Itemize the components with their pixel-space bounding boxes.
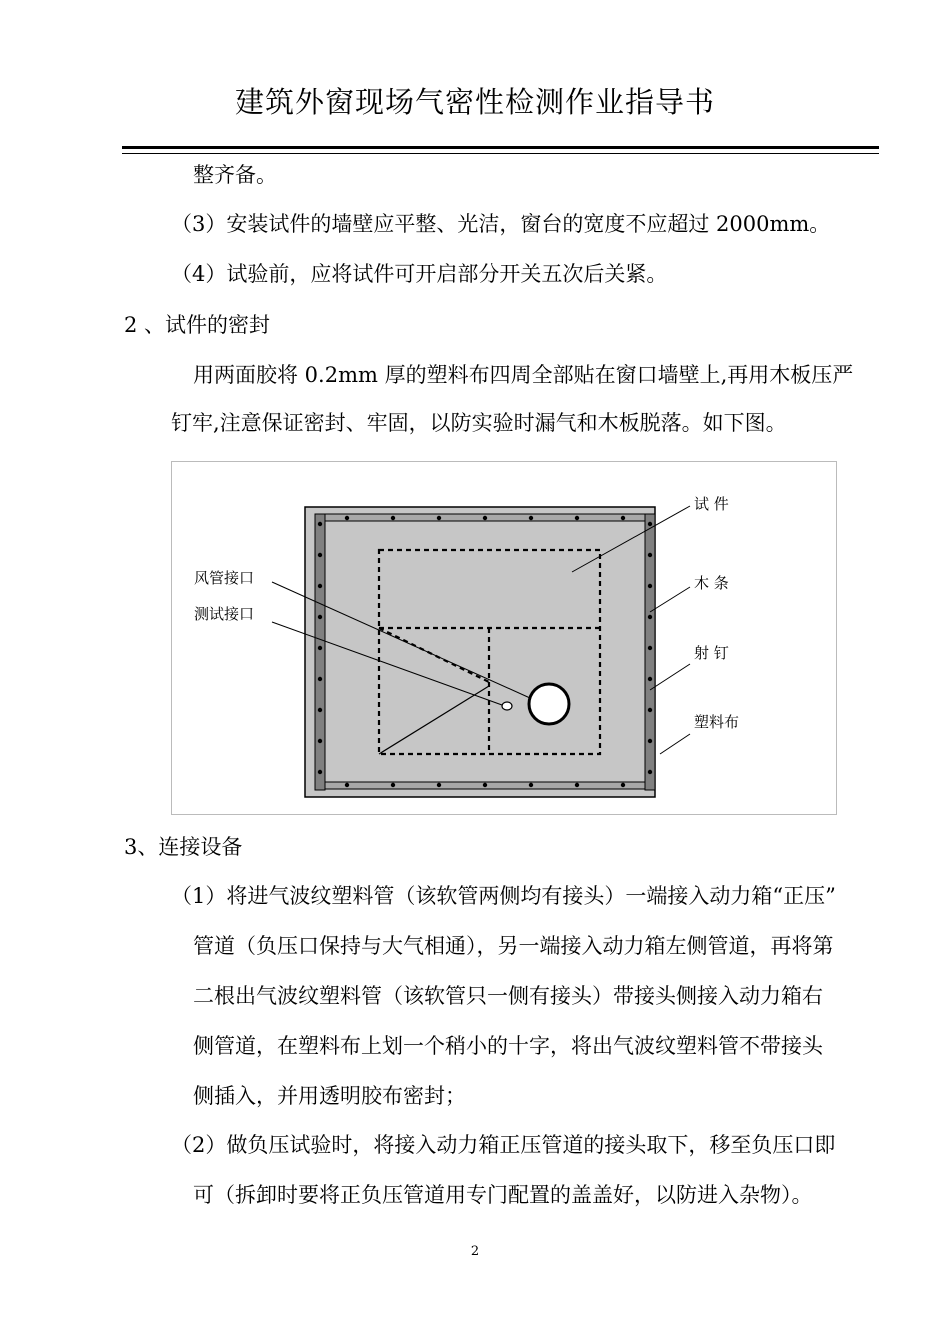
nail-dot xyxy=(648,646,652,650)
nail-dot xyxy=(648,708,652,712)
paragraph-connect-line2: 管道（负压口保持与大气相通），另一端接入动力箱左侧管道，再将第 xyxy=(193,934,834,958)
paragraph-sealing-line2: 钉牢,注意保证密封、牢固，以防实验时漏气和木板脱落。如下图。 xyxy=(171,411,787,435)
label-wood-strip: 木 条 xyxy=(694,574,729,592)
nail-dot xyxy=(318,522,322,526)
nail-dot xyxy=(318,615,322,619)
paragraph-item-4: （4）试验前，应将试件可开启部分开关五次后关紧。 xyxy=(171,262,668,286)
label-test-port: 测试接口 xyxy=(194,605,255,623)
sealing-diagram-svg xyxy=(172,462,838,816)
nail-dot xyxy=(437,516,441,520)
paragraph-connect-line3: 二根出气波纹塑料管（该软管只一侧有接头）带接头侧接入动力箱右 xyxy=(193,984,823,1008)
label-plastic-sheet: 塑料布 xyxy=(694,713,740,731)
nail-dot xyxy=(483,783,487,787)
document-title: 建筑外窗现场气密性检测作业指导书 xyxy=(234,85,715,119)
label-nail: 射 钉 xyxy=(694,644,729,662)
nail-dot xyxy=(318,584,322,588)
header-rule-thick xyxy=(122,146,879,149)
nail-dot xyxy=(345,516,349,520)
nail-dot xyxy=(529,516,533,520)
nail-dot xyxy=(575,783,579,787)
nail-dot xyxy=(318,646,322,650)
label-air-duct-port: 风管接口 xyxy=(194,569,255,587)
paragraph-connect-line1: （1）将进气波纹塑料管（该软管两侧均有接头）一端接入动力箱“正压” xyxy=(171,884,836,908)
nail-dot xyxy=(621,783,625,787)
section-heading-3: 3、连接设备 xyxy=(124,835,243,859)
nail-dot xyxy=(391,516,395,520)
nail-dot xyxy=(483,516,487,520)
nail-dot xyxy=(345,783,349,787)
header-rule-thin xyxy=(122,153,879,154)
nail-dot xyxy=(437,783,441,787)
label-specimen: 试 件 xyxy=(694,495,729,513)
nail-dot xyxy=(318,677,322,681)
paragraph-item-3: （3）安装试件的墙壁应平整、光洁，窗台的宽度不应超过 2000mm。 xyxy=(171,212,831,236)
nail-dot xyxy=(648,615,652,619)
nail-dot xyxy=(318,770,322,774)
nail-dot xyxy=(648,739,652,743)
nail-dot xyxy=(318,553,322,557)
paragraph-negative-line1: （2）做负压试验时，将接入动力箱正压管道的接头取下，移至负压口即 xyxy=(171,1133,836,1157)
nail-dot xyxy=(648,770,652,774)
nail-dot xyxy=(648,553,652,557)
air-duct-port xyxy=(529,684,569,724)
paragraph-continuation: 整齐备。 xyxy=(193,163,277,187)
paragraph-connect-line5: 侧插入，并用透明胶布密封； xyxy=(193,1084,466,1108)
section-heading-2: 2 、试件的密封 xyxy=(124,313,271,337)
nail-dot xyxy=(575,516,579,520)
paragraph-sealing-line1: 用两面胶将 0.2mm 厚的塑料布四周全部贴在窗口墙壁上,再用木板压严 xyxy=(193,363,854,387)
sealing-diagram xyxy=(171,461,837,815)
nail-dot xyxy=(529,783,533,787)
nail-dot xyxy=(318,739,322,743)
nail-dot xyxy=(621,516,625,520)
nail-dot xyxy=(318,708,322,712)
paragraph-connect-line4: 侧管道，在塑料布上划一个稍小的十字，将出气波纹塑料管不带接头 xyxy=(193,1034,823,1058)
nail-dot xyxy=(648,584,652,588)
test-port xyxy=(502,702,512,710)
nail-dot xyxy=(391,783,395,787)
nail-dot xyxy=(648,677,652,681)
nail-dot xyxy=(648,522,652,526)
paragraph-negative-line2: 可（拆卸时要将正负压管道用专门配置的盖盖好，以防进入杂物）。 xyxy=(193,1183,813,1207)
page-number: 2 xyxy=(470,1244,480,1259)
